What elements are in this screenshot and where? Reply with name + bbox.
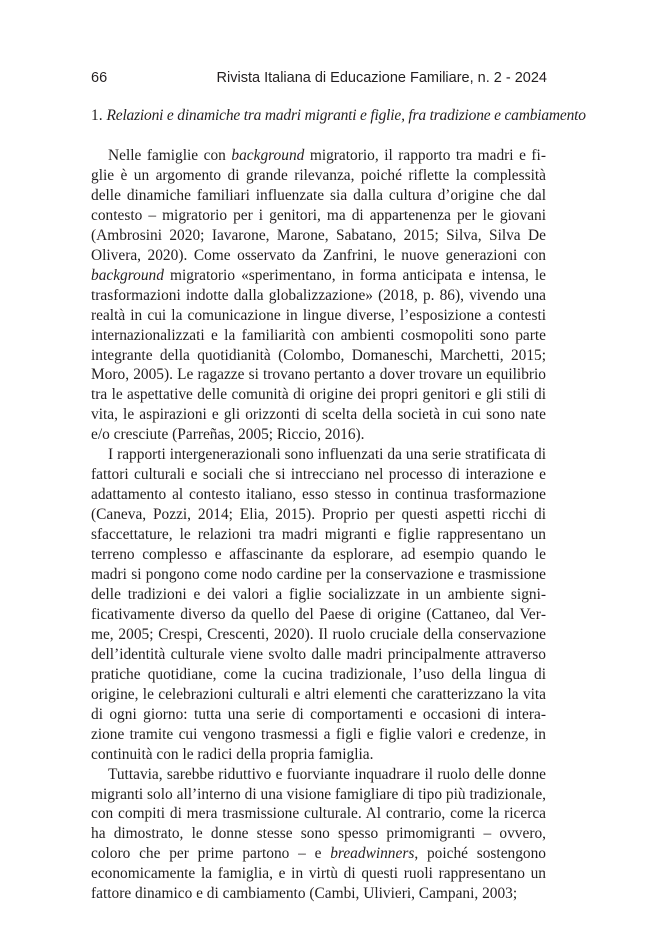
text-run: migratorio, il rapporto tra madri e figlie è un argomento di grande rilevanza, poiché riflette la complessità delle dinamiche familiari influenzate sia dalla cultura d’origine che dal contesto – migratorio per i genitori, ma di appartenenza per le giovani (Ambrosini 2020; Iavarone, Marone, Sabatano, 2015; Silva, Silva De Olivera, 2020). Come osservato da Zanfrini, le nuove generazioni con xyxy=(91,147,546,264)
text-run: Tuttavia, sarebbe riduttivo e fuorviante inquadrare il ruolo delle donne migranti solo all’interno di una visione famigliare di tipo più tradizionale, con compiti di mera trasmissione culturale. Al contrario, come la ricerca ha dimostrato, le donne stesse sono spesso primomigranti – ovvero, coloro che per prime partono – e xyxy=(91,765,546,863)
italic-term: background xyxy=(91,266,164,284)
italic-term: breadwinners xyxy=(330,845,415,863)
page-number: 66 xyxy=(91,70,108,86)
text-run: , poiché sostengono economicamente la famiglia, e in virtù di questi ruoli rappresentano un fattore dinamico e di cambiamento (Cambi, Ulivieri, Campani, 2003; xyxy=(91,845,547,903)
running-head: Rivista Italiana di Educazione Familiare, n. 2 - 2024 xyxy=(216,70,547,86)
section-number: 1. xyxy=(91,107,103,124)
text-run: I rapporti intergenerazionali sono influenzati da una serie stratificata di fattori culturali e sociali che si intrecciano nel processo di interazione e adattamento al contesto italiano, esso stesso in continua trasformazione (Caneva, Pozzi, 2014; Elia, 2015). Proprio per questi aspetti ricchi di sfaccettature, le relazioni tra madri migranti e figlie rappresentano un terreno complesso e affascinante da esplorare, ad esempio quando le madri si pongono come nodo cardine per la conservazione e trasmissione delle tradizioni e dei valori a figlie socializzate in un ambiente significativamente diverso da quello del Paese di origine (Cattaneo, dal Verme, 2005; Crespi, Crescenti, 2020). Il ruolo cruciale della conservazione dell’identità culturale viene svolto dalle madri principalmente attraverso pratiche quotidiane, come la cucina tradizionale, l’uso della lingua di origine, le celebrazioni culturali e altri elementi che caratterizzano la vita di ogni giorno: tutta una serie di comportamenti e occasioni di interazione tramite cui vengono trasmessi a figli e figlie valori e credenze, in continuità con le radici della propria famiglia. xyxy=(91,446,546,763)
section-title: Relazioni e dinamiche tra madri migranti e figlie, fra tradizione e cambiamento xyxy=(106,107,586,124)
text-run: Nelle famiglie con xyxy=(108,147,232,164)
paragraph xyxy=(91,146,546,445)
italic-term: background xyxy=(231,147,305,164)
text-run: migratorio «sperimentano, in forma anticipata e intensa, le trasformazioni indotte dalla globalizzazione» (2018, p. 86), vivendo una realtà in cui la comunicazione in lingue diverse, l’esposizione a contesti internazionalizzati e la familiarità con ambienti cosmopoliti sono parte integrante della quotidianità (Colombo, Domaneschi, Marchetti, 2015; Moro, 2005). Le ragazze si trovano pertanto a dover trovare un equilibrio tra le aspettative delle comunità di origine dei propri genitori e gli stili di vita, le aspirazioni e gli orizzonti di scelta della società in cui sono nate e/o cresciute (Parreñas, 2005; Riccio, 2016). xyxy=(91,266,546,444)
section-heading xyxy=(91,107,586,125)
paragraph xyxy=(91,765,546,905)
paragraph xyxy=(91,445,546,764)
body-text xyxy=(91,146,546,904)
